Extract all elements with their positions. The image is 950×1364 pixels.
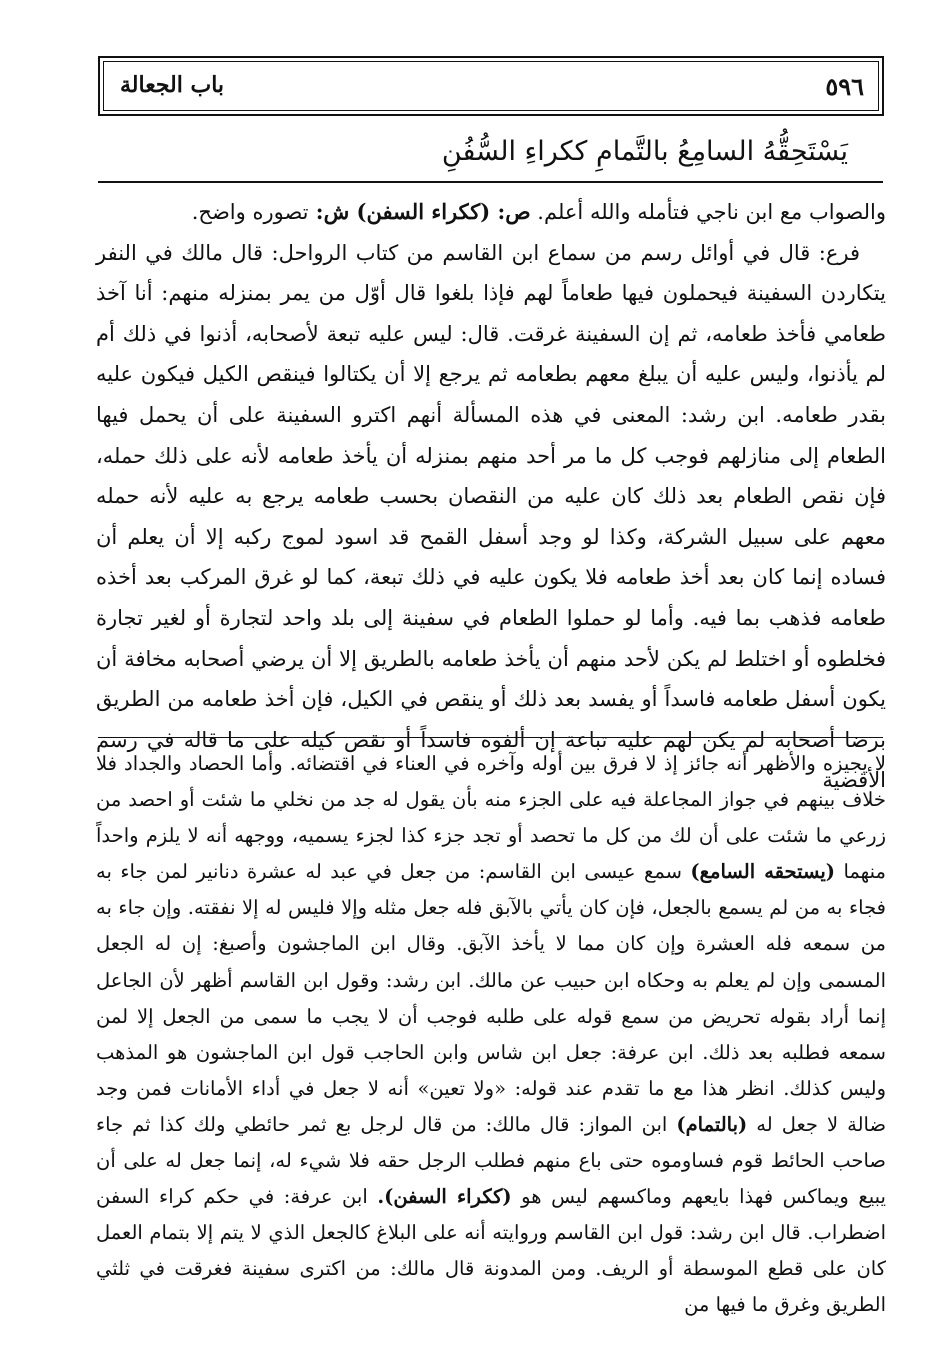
commentary-paragraph bbox=[96, 192, 886, 233]
page-header bbox=[98, 56, 884, 116]
sh-label: ش: bbox=[308, 199, 357, 224]
footnote-text: ابن المواز: قال مالك: من قال لرجل بع ثمر حائطي ولك كذا ثم جاء صاحب الحائط قوم فساوموه حتى باع منهم فطلب الرجل حقه فلا شيء له، إنما جعل له على أن يبيع ويماكس فهذا بايعهم وماكسهم ليس هو bbox=[96, 1112, 886, 1209]
commentary-text: فرع: قال في أوائل رسم من سماع ابن القاسم من كتاب الرواحل: قال مالك في النفر يتكاردن السفينة فيحملون فيها طعاماً لهم فإذا بلغوا قال أوّل من يمر بمنزله منهم: أنا آخذ طعامي فأخذ طعامه، ثم إن السفينة غرقت. قال: ليس عليه تبعة لأصحابه، أذنوا في ذلك أم لم يأذنوا، وليس عليه أن يبلغ معهم بطعامه ثم يرجع إلا أن يكتالوا فينقص الكيل فيكون عليه بقدر طعامه. ابن رشد: المعنى في هذه المسألة أنهم اكترو السفينة على أن يحمل فيها الطعام إلى منازلهم فوجب كل ما مر أحد منهم بمنزله أن يأخذ طعامه لأنه على ذلك حمله، فإن نقص الطعام بعد ذلك كان عليه من النقصان بحسب طعامه يرجع به عليه لأنه حمله معهم على سبيل الشركة، وكذا لو وجد أسفل القمح قد اسود لموج ركبه إلا أن يعلم أن فساده إنما كان بعد أخذ طعامه فلا يكون عليه في ذلك تبعة، كما لو غرق المركب بعد أخذه طعامه فذهب بما فيه. وأما لو حملوا الطعام في سفينة إلى بلد واحد لتجارة أو لغير تجارة فخلطوه أو اختلط لم يكن لأحد منهم أن يأخذ طعامه بالطريق إلا أن يرضي أصحابه مخافة أن يكون أسفل طعامه فاسداً أو يفسد بعد ذلك أو ينقص في الكيل، فإن أخذ طعامه من الطريق برضا أصحابه لم يكن لهم عليه تباعة إن ألفوه فاسداً أو نقص كيله على ما قاله في رسم الأقضية bbox=[96, 240, 886, 793]
quoted-matn: (ككراء السفن) bbox=[356, 199, 491, 224]
matn-divider bbox=[98, 181, 883, 183]
footnote-text: لا يجيزه والأظهر أنه جائز إذ لا فرق بين أوله وآخره في العناء في اقتضائه. وأما الحصاد والجداد فلا خلاف بينهم في جواز المجاعلة فيه على الجزء منه بأن يقول له جد من نخلي ما شئت أو احصد من زرعي ما شئت على أن لك من كل ما تحصد أو تجد جزء كذا لجزء يسميه، ووجهه أنه لا يلزم واحداً منهما bbox=[96, 752, 886, 884]
footnotes-section bbox=[96, 746, 886, 1324]
footnote-divider bbox=[98, 737, 883, 738]
quoted-matn: (يستحقه السامع) bbox=[690, 860, 836, 884]
matn-text: يَسْتَحِقُّهُ السامِعُ بالتَّمامِ ككراءِ السُّفُنِ bbox=[441, 136, 848, 167]
chapter-title: باب الجعالة bbox=[120, 72, 225, 98]
quoted-matn: (بالتمام) bbox=[676, 1112, 748, 1136]
commentary-section bbox=[96, 192, 886, 801]
commentary-text: والصواب مع ابن ناجي فتأمله والله أعلم. bbox=[530, 200, 886, 224]
footnote-paragraph bbox=[96, 746, 886, 1324]
footnote-text: ابن عرفة: في حكم كراء السفن اضطراب. قال ابن رشد: قول ابن القاسم وروايته أنه على البلاغ كالجعل الذي لا يتم إلا بتمام العمل كان على قطع الموسطة أو الريف. ومن المدونة قال مالك: من اكترى سفينة فغرقت في ثلثي الطريق وغرق ما فيها من bbox=[96, 1185, 886, 1317]
ss-label: ص: bbox=[490, 199, 531, 224]
commentary-paragraph bbox=[96, 233, 886, 801]
page-number: ٥٩٦ bbox=[825, 72, 864, 101]
quoted-matn: (ككراء السفن). bbox=[377, 1185, 512, 1209]
footnote-text: سمع عيسى ابن القاسم: من جعل في عبد له عشرة دنانير لمن جاء به فجاء به من لم يسمع بالجعل، فإن كان يأتي بالآبق فله جعل مثله وإلا فليس له إلا نفقته. وإن جاء به من سمعه فله العشرة وإن كان مما لا يأخذ الآبق. وقال ابن الماجشون وأصبغ: إن له الجعل المسمى وإن لم يعلم به وحكاه ابن حبيب عن مالك. ابن رشد: وقول ابن القاسم أظهر لأن الجاعل إنما أراد بقوله تحريض من سمع قوله على طلبه فوجب أن لا يجب ما سمى من الجعل إلا لمن سمعه فطلبه بعد ذلك. ابن عرفة: جعل ابن شاس وابن الحاجب قول ابن الماجشون هو المذهب وليس كذلك. انظر هذا مع ما تقدم عند قوله: «ولا تعين» أنه لا جعل في أداء الأمانات فمن وجد ضالة لا جعل له bbox=[96, 860, 887, 1136]
commentary-text: تصوره واضح. bbox=[191, 200, 309, 224]
